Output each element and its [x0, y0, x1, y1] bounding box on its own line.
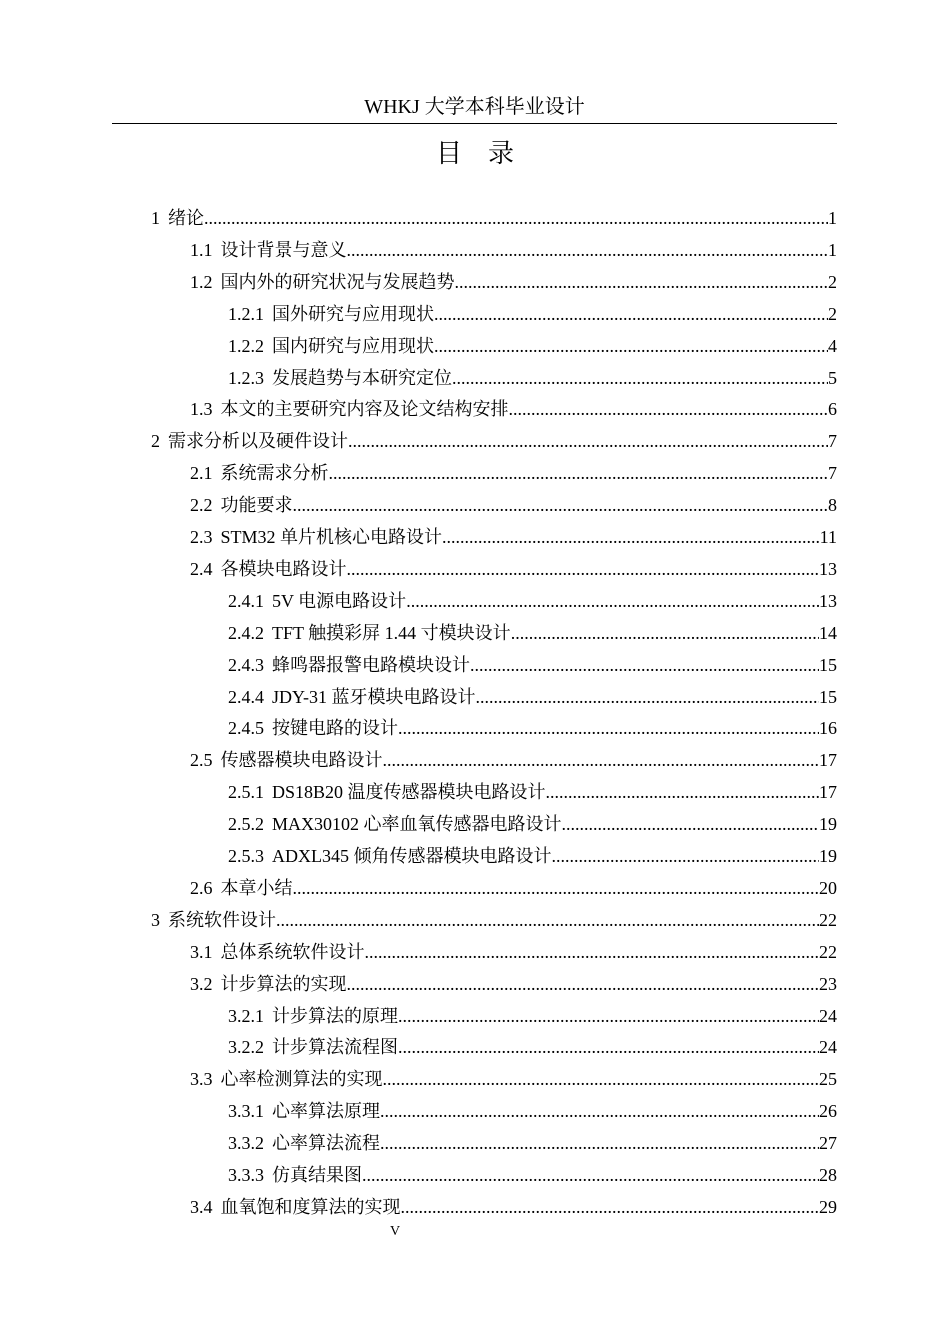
toc-leader-dots [329, 458, 829, 488]
toc-leader-dots [293, 490, 829, 520]
toc-entry-number: 3.3.3 [228, 1165, 264, 1185]
toc-entry[interactable] [228, 1128, 837, 1158]
toc-entry-page: 8 [828, 495, 837, 516]
toc-entry-title: TFT 触摸彩屏 1.44 寸模块设计 [272, 622, 511, 643]
toc-entry-title: 计步算法的实现 [220, 973, 347, 994]
toc-entry-title: 功能要求 [220, 495, 293, 516]
toc-entry-title: 心率算法流程 [272, 1133, 380, 1154]
toc-entry[interactable] [228, 586, 837, 616]
toc-entry-page: 24 [819, 1037, 837, 1058]
toc-leader-dots [452, 363, 828, 393]
toc-entry-title: 需求分析以及硬件设计 [168, 431, 348, 452]
toc-leader-dots [442, 522, 820, 552]
toc-entry-page: 11 [819, 527, 837, 547]
toc-entry-page: 17 [819, 782, 837, 803]
toc-entry-number: 3.2.2 [228, 1037, 264, 1058]
toc-entry-page: 26 [819, 1101, 837, 1122]
toc-entry-page: 1 [828, 208, 837, 228]
toc-entry-title: MAX30102 心率血氧传感器电路设计 [272, 814, 562, 835]
toc-entry[interactable] [228, 777, 837, 807]
toc-entry-number: 2.4.2 [228, 622, 264, 643]
toc-entry-title: 仿真结果图 [272, 1165, 362, 1185]
toc-entry-title: 发展趋势与本研究定位 [272, 367, 452, 388]
toc-entry[interactable] [190, 522, 837, 552]
toc-leader-dots [347, 969, 820, 999]
toc-entry-number: 2.5.1 [228, 782, 264, 803]
toc-entry-title: DS18B20 温度传感器模块电路设计 [272, 782, 546, 803]
toc-entry[interactable] [151, 203, 837, 233]
toc-leader-dots [398, 1032, 819, 1062]
page-number: V [389, 1224, 401, 1239]
toc-entry-number: 2.4.1 [228, 590, 264, 611]
toc-entry-page: 27 [819, 1133, 837, 1154]
toc-entry-number: 2.5 [190, 750, 213, 771]
toc-entry-page: 13 [819, 590, 837, 611]
toc-entry[interactable] [190, 554, 837, 584]
toc-entry-title: 本文的主要研究内容及论文结构安排 [220, 399, 509, 420]
toc-leader-dots [434, 299, 828, 329]
toc-entry[interactable] [190, 267, 837, 297]
page-header: WHKJ 大学本科毕业设计 [364, 96, 585, 118]
toc-entry-page: 5 [828, 367, 837, 388]
toc-leader-dots [398, 713, 819, 743]
toc-entry[interactable] [190, 235, 837, 265]
toc-entry[interactable] [228, 331, 837, 361]
toc-entry-number: 1.3 [190, 399, 213, 420]
toc-entry-number: 2 [151, 431, 160, 452]
toc-entry[interactable] [151, 905, 837, 935]
toc-entry-title: 系统软件设计 [168, 909, 276, 930]
toc-entry[interactable] [228, 682, 837, 712]
toc-entry-title: 国内外的研究状况与发展趋势 [220, 271, 455, 292]
toc-leader-dots [347, 554, 820, 584]
toc-entry-page: 15 [819, 686, 837, 707]
toc-leader-dots [509, 394, 829, 424]
toc-entry[interactable] [228, 713, 837, 743]
toc-entry-page: 7 [828, 463, 837, 484]
toc-entry-number: 1.2.3 [228, 367, 264, 388]
toc-leader-dots [552, 841, 820, 871]
toc-leader-dots [293, 873, 820, 903]
toc-entry[interactable] [228, 363, 837, 393]
toc-entry-page: 25 [819, 1069, 837, 1090]
toc-entry[interactable] [228, 809, 837, 839]
toc-leader-dots [347, 235, 829, 265]
toc-entry-page: 17 [819, 750, 837, 771]
toc-leader-dots [398, 1001, 819, 1031]
toc-entry-title: 蜂鸣器报警电路模块设计 [272, 654, 470, 675]
toc-entry-page: 23 [819, 973, 837, 994]
toc-leader-dots [383, 1064, 820, 1094]
toc-entry[interactable] [228, 650, 837, 680]
toc-entry[interactable] [228, 1032, 837, 1062]
toc-entry-number: 1.1 [190, 239, 213, 260]
toc-entry-number: 2.4.3 [228, 654, 264, 675]
toc-entry-title: 计步算法的原理 [272, 1005, 398, 1026]
toc-leader-dots [470, 650, 819, 680]
toc-entry-number: 3.2 [190, 973, 213, 994]
toc-entry[interactable] [228, 1001, 837, 1031]
toc-entry-page: 4 [828, 335, 837, 356]
toc-leader-dots [476, 682, 819, 712]
toc-entry-title: 系统需求分析 [220, 463, 329, 484]
toc-entry-page: 29 [819, 1196, 837, 1217]
toc-entry-title: 心率算法原理 [272, 1101, 380, 1122]
toc-entry-number: 1 [151, 208, 160, 228]
toc-entry-page: 19 [819, 814, 837, 835]
toc-leader-dots [434, 331, 828, 361]
toc-entry-number: 3.2.1 [228, 1005, 264, 1026]
toc-entry[interactable] [190, 745, 837, 775]
toc-entry-title: 各模块电路设计 [220, 558, 347, 579]
toc-entry[interactable] [190, 394, 837, 424]
toc-entry-title: 绪论 [168, 208, 204, 228]
toc-entry-page: 1 [828, 239, 837, 260]
toc-entry-title: 血氧饱和度算法的实现 [220, 1196, 401, 1217]
toc-entry-page: 28 [819, 1165, 837, 1185]
toc-entry-page: 13 [819, 558, 837, 579]
toc-title: 目录 [435, 139, 540, 168]
toc-entry-number: 2.1 [190, 463, 213, 484]
toc-leader-dots [383, 745, 820, 775]
toc-entry-number: 2.5.3 [228, 846, 264, 866]
toc-entry[interactable] [228, 618, 837, 648]
toc-entry-number: 2.5.2 [228, 814, 264, 835]
toc-entry-number: 2.6 [190, 877, 213, 898]
toc-leader-dots [511, 618, 819, 648]
toc-entry-number: 3 [151, 909, 160, 930]
toc-leader-dots [380, 1128, 819, 1158]
toc-entry-title: JDY-31 蓝牙模块电路设计 [272, 686, 476, 707]
toc-entry-title: 国外研究与应用现状 [272, 303, 434, 324]
toc-entry-title: 本章小结 [220, 877, 293, 898]
toc-entry-page: 6 [828, 399, 837, 420]
toc-leader-dots [380, 1096, 819, 1126]
toc-entry-number: 1.2.1 [228, 303, 264, 324]
toc-entry-number: 3.3.2 [228, 1133, 264, 1154]
toc-leader-dots [276, 905, 819, 935]
toc-entry-title: 计步算法流程图 [272, 1037, 398, 1058]
toc-entry[interactable] [190, 873, 837, 903]
toc-entry-number: 1.2 [190, 271, 213, 292]
toc-entry[interactable] [228, 1160, 837, 1190]
toc-entry-number: 1.2.2 [228, 335, 264, 356]
toc-entry-page: 20 [819, 877, 837, 898]
toc-entry[interactable] [190, 1064, 837, 1094]
toc-leader-dots [455, 267, 829, 297]
toc-leader-dots [348, 426, 828, 456]
toc-entry[interactable] [190, 1192, 837, 1222]
toc-leader-dots [365, 937, 820, 967]
toc-entry[interactable] [228, 841, 837, 871]
toc-entry-page: 16 [819, 718, 837, 739]
toc-entry-title: 按键电路的设计 [272, 718, 398, 739]
toc-entry-title: STM32 单片机核心电路设计 [220, 527, 443, 547]
toc-entry-number: 3.3 [190, 1069, 213, 1090]
toc-entry-page: 24 [819, 1005, 837, 1026]
toc-entry-page: 19 [819, 846, 837, 866]
toc-entry-page: 22 [819, 909, 837, 930]
toc-entry[interactable] [190, 969, 837, 999]
toc-entry-number: 2.2 [190, 495, 213, 516]
toc-entry-number: 3.4 [190, 1196, 213, 1217]
toc-entry-title: 传感器模块电路设计 [220, 750, 383, 771]
toc-leader-dots [562, 809, 819, 839]
toc-entry[interactable] [228, 299, 837, 329]
toc-entry-number: 2.4.5 [228, 718, 264, 739]
toc-entry-number: 2.4.4 [228, 686, 264, 707]
header-rule [112, 123, 837, 124]
toc-entry-page: 14 [819, 622, 837, 643]
toc-entry-number: 2.4 [190, 558, 213, 579]
toc-entry-title: 国内研究与应用现状 [272, 335, 434, 356]
toc-entry-number: 3.3.1 [228, 1101, 264, 1122]
toc-entry-title: 设计背景与意义 [220, 239, 347, 260]
toc-entry-title: 心率检测算法的实现 [220, 1069, 383, 1090]
toc-entry-number: 3.1 [190, 941, 213, 962]
toc-entry-title: 总体系统软件设计 [220, 941, 365, 962]
toc-entry[interactable] [228, 1096, 837, 1126]
toc-entry-title: ADXL345 倾角传感器模块电路设计 [272, 846, 552, 866]
toc-entry-page: 7 [828, 431, 837, 452]
toc-entry-number: 2.3 [190, 527, 213, 547]
toc-entry[interactable] [190, 490, 837, 520]
toc-leader-dots [406, 586, 819, 616]
toc-entry-page: 15 [819, 654, 837, 675]
toc-leader-dots [204, 203, 828, 233]
toc-entry-page: 2 [828, 303, 837, 324]
toc-entry-page: 2 [828, 271, 837, 292]
toc-entry[interactable] [190, 937, 837, 967]
toc-entry-title: 5V 电源电路设计 [272, 590, 407, 611]
toc-leader-dots [401, 1192, 820, 1222]
toc-entry-page: 22 [819, 941, 837, 962]
toc-leader-dots [362, 1160, 819, 1190]
toc-entry[interactable] [151, 426, 837, 456]
toc-entry[interactable] [190, 458, 837, 488]
toc-leader-dots [546, 777, 819, 807]
